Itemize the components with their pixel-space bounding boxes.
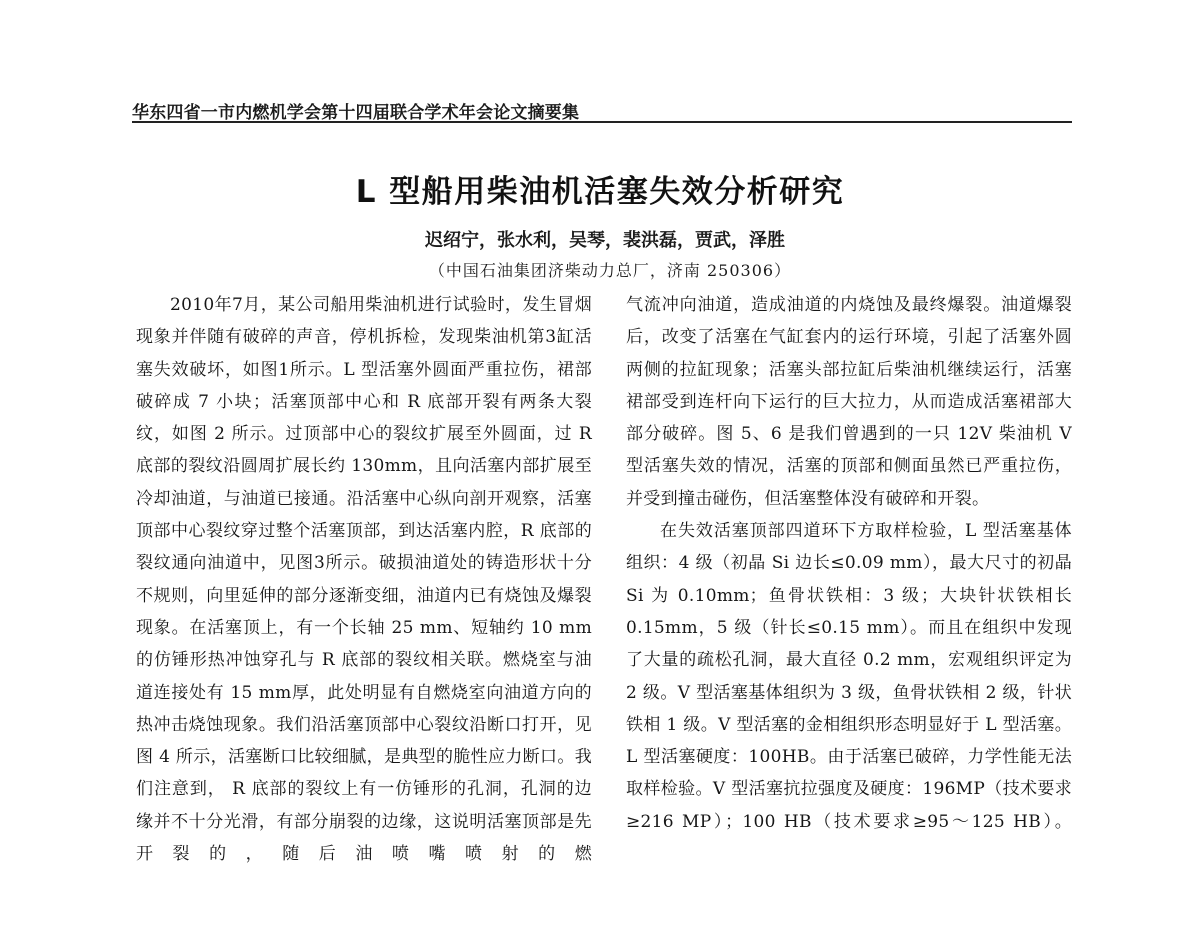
- header-rule: [132, 121, 1072, 123]
- body-paragraph: 气流冲向油道，造成油道的内烧蚀及最终爆裂。油道爆裂后，改变了活塞在气缸套内的运行环境，引起了活塞外圆两侧的拉缸现象；活塞头部拉缸后柴油机继续运行，活塞裙部受到连杆向下运行的巨大拉力，从而造成活塞裙部大部分破碎。图 5、6 是我们曾遇到的一只 12V 柴油机 V 型活塞失效的情况，活塞的顶部和侧面虽然已严重拉伤，并受到撞击碰伤，但活塞整体没有破碎和开裂。: [626, 295, 1072, 509]
- running-header: 华东四省一市内燃机学会第十四届联合学术年会论文摘要集: [132, 103, 580, 123]
- body-column-right: [626, 289, 1072, 838]
- article-title: L 型船用柴油机活塞失效分析研究: [355, 174, 845, 210]
- author-list: 迟绍宁，张水利，吴琴，裴洪磊，贾武，泽胜: [425, 230, 785, 251]
- body-paragraph: 在失效活塞顶部四道环下方取样检验，L 型活塞基体组织：4 级（初晶 Si 边长≤0.09 mm），最大尺寸的初晶 Si 为 0.10mm；鱼骨状铁相：3 级；大块针状铁相长 0.15mm，5 级（针长≤0.15 mm）。而且在组织中发现了大量的疏松孔洞，最大直径 0.2 mm，宏观组织评定为 2 级。V 型活塞基体组织为 3 级，鱼骨状铁相 2 级，针状铁相 1 级。V 型活塞的金相组织形态明显好于 L 型活塞。L 型活塞硬度：100HB。由于活塞已破碎，力学性能无法取样检验。V 型活塞抗拉强度及硬度：196MP（技术要求≥216 MP）；100 HB（技术要求≥95～125 HB）。: [626, 521, 1072, 832]
- body-paragraph: 2010年7月，某公司船用柴油机进行试验时，发生冒烟现象并伴随有破碎的声音，停机拆检，发现柴油机第3缸活塞失效破坏，如图1所示。L 型活塞外圆面严重拉伤，裙部破碎成 7 小块；活塞顶部中心和 R 底部开裂有两条大裂纹，如图 2 所示。过顶部中心的裂纹扩展至外圆面，过 R 底部的裂纹沿圆周扩展长约 130mm，且向活塞内部扩展至冷却油道，与油道已接通。沿活塞中心纵向剖开观察，活塞顶部中心裂纹穿过整个活塞顶部，到达活塞内腔，R 底部的裂纹通向油道中，见图3所示。破损油道处的铸造形状十分不规则，向里延伸的部分逐渐变细，油道内已有烧蚀及爆裂现象。在活塞顶上，有一个长轴 25 mm、短轴约 10 mm的仿锤形热冲蚀穿孔与 R 底部的裂纹相关联。燃烧室与油道连接处有 15 mm厚，此处明显有自燃烧室向油道方向的热冲击烧蚀现象。我们沿活塞顶部中心裂纹沿断口打开，见图 4 所示，活塞断口比较细腻，是典型的脆性应力断口。我们注意到， R 底部的裂纹上有一仿锤形的孔洞，孔洞的边缘并不十分光滑，有部分崩裂的边缘，这说明活塞顶部是先开裂的，随后油喷嘴喷射的燃: [136, 295, 592, 865]
- affiliation: （中国石油集团济柴动力总厂，济南 250306）: [428, 261, 792, 280]
- body-column-left: [136, 289, 592, 870]
